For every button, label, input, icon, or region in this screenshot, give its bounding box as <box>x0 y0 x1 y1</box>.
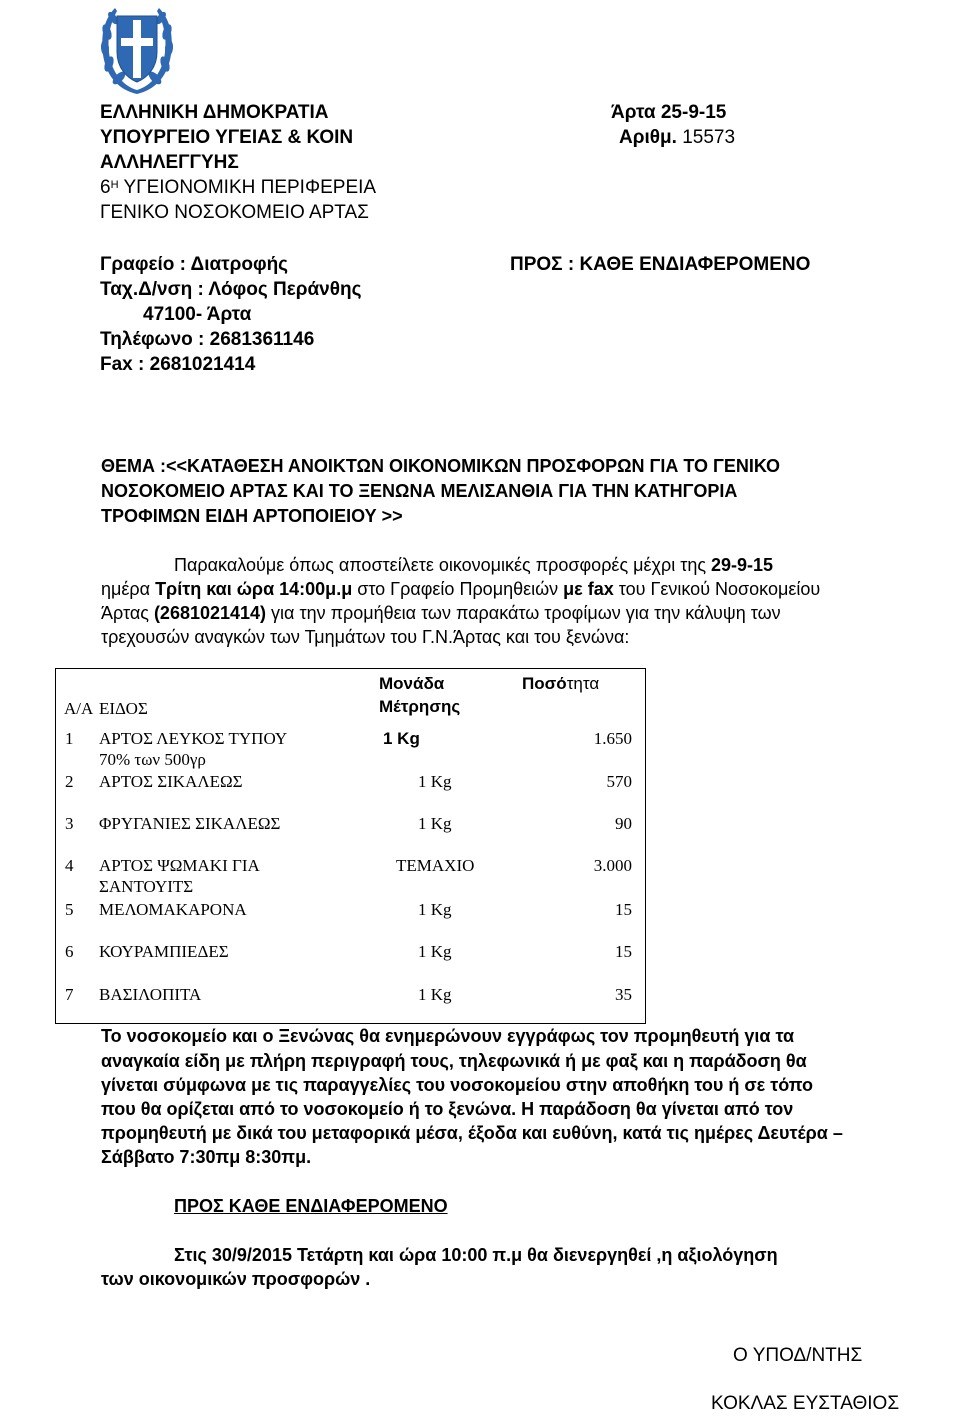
signature-name: ΚΟΚΛΑΣ ΕΥΣΤΑΘΙΟΣ <box>711 1393 900 1414</box>
row-7-unit: 1 Kg <box>418 985 452 1004</box>
fax: Fax : 2681021414 <box>100 354 256 375</box>
row-6-aa: 6 <box>65 942 74 961</box>
row-6-unit: 1 Kg <box>418 942 452 961</box>
terms-line-2: αναγκαία είδη με πλήρη περιγραφή τους, τηλεφωνικά ή με φαξ και η παράδοση θα <box>101 1051 807 1071</box>
terms-line-5: προμηθευτή με δικά του μεταφορικά μέσα, έξοδα και ευθύνη, κατά τις ημέρες Δευτέρα – <box>101 1123 843 1143</box>
row-4-unit: ΤΕΜΑΧΙΟ <box>396 856 475 875</box>
row-2-item: ΑΡΤΟΣ ΣΙΚΑΛΕΩΣ <box>99 772 243 791</box>
header-quantity: Ποσότητα <box>522 674 600 693</box>
address: Ταχ.Δ/νση : Λόφος Περάνθης <box>100 279 362 300</box>
row-4-item: ΑΡΤΟΣ ΨΩΜΑΚΙ ΓΙΑ <box>99 856 260 875</box>
row-4-item-line2: ΣΑΝΤΟΥΙΤΣ <box>99 877 194 896</box>
hospital-name: ΓΕΝΙΚΟ ΝΟΣΟΚΟΜΕΙΟ ΑΡΤΑΣ <box>100 202 369 223</box>
row-7-item: ΒΑΣΙΛΟΠΙΤΑ <box>99 985 202 1004</box>
intro-line-4: τρεχουσών αναγκών των Τμημάτων του Γ.Ν.Άρτας και του ξενώνα: <box>101 627 630 647</box>
postcode: 47100- Άρτα <box>143 304 252 325</box>
ministry-name: ΥΠΟΥΡΓΕΙΟ ΥΓΕΙΑΣ & ΚΟΙΝ <box>100 127 354 148</box>
row-3-quantity: 90 <box>615 814 632 833</box>
country-name: ΕΛΛΗΝΙΚΗ ΔΗΜΟΚΡΑΤΙΑ <box>100 102 329 123</box>
row-6-quantity: 15 <box>615 942 632 961</box>
row-2-quantity: 570 <box>606 772 632 791</box>
row-3-aa: 3 <box>65 814 74 833</box>
row-1-aa: 1 <box>65 729 74 748</box>
terms-line-6: Σάββατο 7:30πμ 8:30πμ. <box>101 1147 312 1167</box>
office: Γραφείο : Διατροφής <box>100 254 289 275</box>
intro-line-3: Άρτας (2681021414) για την προμήθεια των παρακάτω τροφίμων για την κάλυψη των <box>101 603 781 623</box>
protocol-number: Αριθμ. 15573 <box>619 127 736 148</box>
row-7-aa: 7 <box>65 985 74 1004</box>
items-table <box>55 668 646 1024</box>
row-7-quantity: 35 <box>615 985 632 1004</box>
row-3-item: ΦΡΥΓΑΝΙΕΣ ΣΙΚΑΛΕΩΣ <box>99 814 281 833</box>
subject-line-2: ΝΟΣΟΚΟΜΕΙΟ ΑΡΤΑΣ ΚΑΙ ΤΟ ΞΕΝΩΝΑ ΜΕΛΙΣΑΝΘΙΑ ΓΙΑ ΤΗΝ ΚΑΤΗΓΟΡΙΑ <box>101 481 738 501</box>
row-1-item-line2: 70% των 500γρ <box>99 750 206 769</box>
row-5-unit: 1 Kg <box>418 900 452 919</box>
greek-coat-of-arms-emblem <box>97 2 177 98</box>
row-3-unit: 1 Kg <box>418 814 452 833</box>
header-item: ΕΙΔΟΣ <box>99 699 148 718</box>
terms-line-4: που θα ορίζεται από το νοσοκομείο ή το ξενώνα. Η παράδοση θα γίνεται από τον <box>101 1099 794 1119</box>
opening-line-1: Στις 30/9/2015 Τετάρτη και ώρα 10:00 π.μ θα διενεργηθεί ,η αξιολόγηση <box>174 1245 778 1265</box>
row-5-item: ΜΕΛΟΜΑΚΑΡΟΝΑ <box>99 900 247 919</box>
row-1-quantity: 1.650 <box>593 729 632 748</box>
to-all-heading: ΠΡΟΣ ΚΑΘΕ ΕΝΔΙΑΦΕΡΟΜΕΝΟ <box>174 1196 448 1216</box>
header-aa: Α/Α <box>64 699 94 718</box>
row-4-aa: 4 <box>65 856 74 875</box>
header-unit-line1: Μονάδα <box>379 674 445 693</box>
intro-line-2: ημέρα Τρίτη και ώρα 14:00μ.μ στο Γραφείο Προμηθειών με fax του Γενικού Νοσοκομείου <box>101 579 821 599</box>
health-region: $6^H$ ΥΓΕΙΟΝΟΜΙΚΗ ΠΕΡΙΦΕΡΕΙΑ <box>100 177 377 198</box>
place-date: Άρτα 25-9-15 <box>611 102 727 123</box>
row-2-aa: 2 <box>65 772 74 791</box>
row-5-quantity: 15 <box>615 900 632 919</box>
row-6-item: ΚΟΥΡΑΜΠΙΕΔΕΣ <box>99 942 229 961</box>
intro-line-1: Παρακαλούμε όπως αποστείλετε οικονομικές προσφορές μέχρι της 29-9-15 <box>174 555 774 575</box>
signature-title: Ο ΥΠΟΔ/ΝΤΗΣ <box>733 1345 863 1366</box>
recipient: ΠΡΟΣ : ΚΑΘΕ ΕΝΔΙΑΦΕΡΟΜΕΝΟ <box>510 254 811 275</box>
terms-line-3: γίνεται σύμφωνα με τις παραγγελίες του νοσοκομείου στην αποθήκη του ή σε τόπο <box>101 1075 814 1095</box>
row-5-aa: 5 <box>65 900 74 919</box>
row-1-unit: 1 Kg <box>383 729 420 748</box>
row-2-unit: 1 Kg <box>418 772 452 791</box>
subject-line-1: ΘΕΜΑ :<<ΚΑΤΑΘΕΣΗ ΑΝΟΙΚΤΩΝ ΟΙΚΟΝΟΜΙΚΩΝ ΠΡΟΣΦΟΡΩΝ ΓΙΑ ΤΟ ΓΕΝΙΚΟ <box>101 456 781 476</box>
header-unit-line2: Μέτρησης <box>379 697 461 716</box>
opening-line-2: των οικονομικών προσφορών . <box>101 1269 371 1289</box>
terms-line-1: Το νοσοκομείο και ο Ξενώνας θα ενημερώνουν εγγράφως τον προμηθευτή για τα <box>101 1026 795 1046</box>
row-1-item: ΑΡΤΟΣ ΛΕΥΚΟΣ ΤΥΠΟΥ <box>99 729 288 748</box>
row-4-quantity: 3.000 <box>593 856 632 875</box>
ministry-name-cont: ΑΛΛΗΛΕΓΓΥΗΣ <box>100 152 239 173</box>
phone: Τηλέφωνο : 2681361146 <box>100 329 315 350</box>
subject-line-3: ΤΡΟΦΙΜΩΝ ΕΙΔΗ ΑΡΤΟΠΟΙΕΙΟΥ >> <box>101 506 403 526</box>
